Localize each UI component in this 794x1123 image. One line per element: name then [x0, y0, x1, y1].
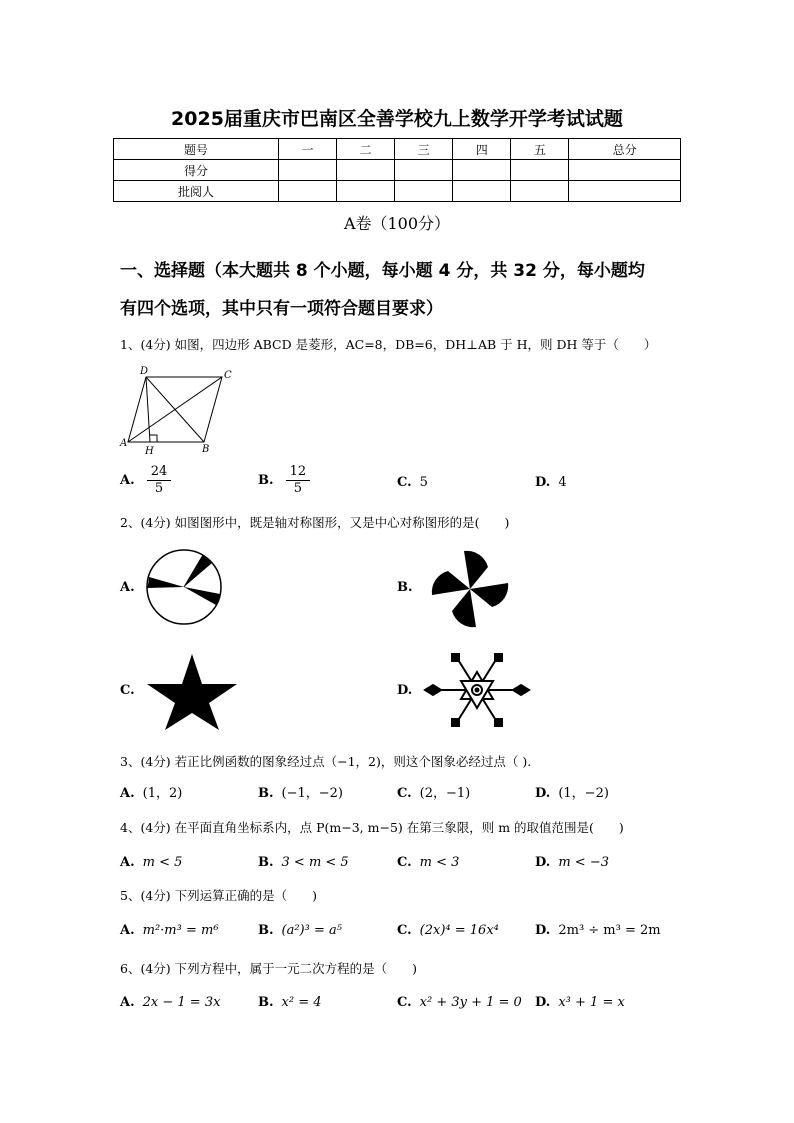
- option-text: 3 < m < 5: [281, 855, 349, 870]
- table-cell: 三: [395, 139, 453, 160]
- option-text: x² + 3y + 1 = 0: [419, 995, 522, 1010]
- option-label: B.: [258, 855, 274, 870]
- option-text: 2x − 1 = 3x: [142, 995, 221, 1010]
- option-label: D.: [535, 855, 551, 870]
- q2-option-b[interactable]: [397, 580, 421, 595]
- option-text: 4: [558, 475, 567, 490]
- option-label: C.: [397, 855, 412, 870]
- option-text: x³ + 1 = x: [558, 995, 625, 1010]
- q3-option-b[interactable]: [258, 782, 343, 801]
- table-cell: 批阅人: [114, 181, 279, 202]
- q6-option-b[interactable]: [258, 995, 322, 1010]
- question-2-text: 2、(4分) 如图图形中，既是轴对称图形，又是中心对称图形的是( ): [120, 515, 510, 530]
- q5-option-d[interactable]: [535, 923, 661, 938]
- option-text: x² = 4: [281, 995, 322, 1010]
- q5-option-c[interactable]: [397, 923, 499, 938]
- option-label: A.: [120, 995, 135, 1010]
- label-c: C: [224, 370, 232, 381]
- q5-option-a[interactable]: [120, 923, 219, 938]
- option-text: 2m³ ÷ m³ = 2m: [558, 923, 661, 938]
- table-cell: 四: [453, 139, 511, 160]
- q1-option-a[interactable]: [120, 464, 171, 497]
- q3-option-c[interactable]: [397, 782, 470, 801]
- question-5-text: 5、(4分) 下列运算正确的是（ ): [120, 888, 318, 903]
- label-d: D: [140, 366, 149, 377]
- table-cell: 五: [511, 139, 569, 160]
- option-label: B.: [397, 580, 413, 595]
- table-cell: [453, 181, 511, 202]
- option-label: A.: [120, 786, 135, 801]
- circle-sectors-figure: [143, 548, 227, 628]
- option-label: B.: [258, 473, 274, 488]
- label-b: B: [202, 444, 210, 455]
- numerator: 24: [147, 464, 172, 481]
- q2-option-d[interactable]: [397, 683, 420, 698]
- table-cell: [337, 160, 395, 181]
- grader-row: [114, 181, 681, 202]
- option-text: (2x)⁴ = 16x⁴: [419, 923, 499, 938]
- table-cell: 总分: [569, 139, 681, 160]
- q6-option-a[interactable]: [120, 995, 220, 1010]
- option-label: D.: [397, 683, 413, 698]
- table-cell: 二: [337, 139, 395, 160]
- table-cell: 得分: [114, 160, 279, 181]
- table-cell: [337, 181, 395, 202]
- option-label: A.: [120, 923, 135, 938]
- option-label: D.: [535, 995, 551, 1010]
- option-text: m < −3: [558, 855, 609, 870]
- option-label: D.: [535, 475, 551, 490]
- part1-heading-line2: 有四个选项，其中只有一项符合题目要求）: [120, 299, 443, 319]
- option-text: m < 3: [419, 855, 460, 870]
- q1-option-c[interactable]: [397, 475, 428, 490]
- q4-option-a[interactable]: [120, 855, 182, 870]
- option-label: C.: [120, 683, 135, 698]
- q6-option-c[interactable]: [397, 995, 522, 1010]
- option-text: m²·m³ = m⁶: [142, 923, 219, 938]
- option-label: C.: [397, 475, 412, 490]
- q4-option-b[interactable]: [258, 855, 349, 870]
- exam-title: 2025届重庆市巴南区全善学校九上数学开学考试试题: [171, 108, 623, 130]
- q4-option-c[interactable]: [397, 855, 459, 870]
- question-4-text: 4、(4分) 在平面直角坐标系内，点 P(m−3, m−5) 在第三象限，则 m 的取值范围是( ): [120, 820, 624, 835]
- option-label: A.: [120, 580, 135, 595]
- option-label: A.: [120, 473, 135, 488]
- q2-option-a[interactable]: [120, 580, 143, 595]
- snowflake-figure: [424, 652, 530, 732]
- option-text: (1，2): [142, 786, 183, 801]
- label-a: A: [120, 438, 128, 449]
- score-table-header-row: [114, 139, 681, 160]
- option-label: C.: [397, 786, 412, 801]
- option-label: B.: [258, 923, 274, 938]
- denominator: 5: [293, 481, 303, 496]
- option-text: (a²)³ = a⁵: [281, 923, 342, 938]
- q3-option-d[interactable]: [535, 782, 609, 801]
- q1-option-b[interactable]: [258, 464, 310, 497]
- option-text: 5: [419, 475, 428, 490]
- option-label: B.: [258, 786, 274, 801]
- option-label: D.: [535, 786, 551, 801]
- star-figure: [145, 652, 239, 732]
- pinwheel-figure: [420, 546, 520, 632]
- table-cell: [511, 160, 569, 181]
- question-3-text: 3、(4分) 若正比例函数的图象经过点（−1，2)，则这个图象必经过点（ ).: [120, 754, 532, 769]
- fraction: [147, 464, 172, 497]
- table-cell: [395, 160, 453, 181]
- table-cell: [569, 160, 681, 181]
- table-cell: [511, 181, 569, 202]
- q5-option-b[interactable]: [258, 923, 342, 938]
- table-cell: [395, 181, 453, 202]
- option-label: B.: [258, 995, 274, 1010]
- score-row: [114, 160, 681, 181]
- q2-option-c[interactable]: [120, 683, 143, 698]
- question-6-text: 6、(4分) 下列方程中，属于一元二次方程的是（ ): [120, 961, 418, 976]
- table-cell: [279, 160, 337, 181]
- section-title: A卷（100分）: [343, 214, 451, 233]
- q6-option-d[interactable]: [535, 995, 625, 1010]
- option-label: A.: [120, 855, 135, 870]
- q1-option-d[interactable]: [535, 475, 567, 490]
- option-label: D.: [535, 923, 551, 938]
- q4-option-d[interactable]: [535, 855, 609, 870]
- table-cell: [279, 181, 337, 202]
- table-cell: [569, 181, 681, 202]
- option-text: (−1，−2): [281, 786, 343, 801]
- fraction: [286, 464, 311, 497]
- part1-heading-line1: 一、选择题（本大题共 8 个小题，每小题 4 分，共 32 分，每小题均: [120, 261, 645, 281]
- table-cell: [453, 160, 511, 181]
- numerator: 12: [286, 464, 311, 481]
- table-cell: 一: [279, 139, 337, 160]
- label-h: H: [145, 446, 154, 457]
- option-text: (2，−1): [419, 786, 471, 801]
- q3-option-a[interactable]: [120, 782, 182, 801]
- question-1-text: 1、(4分) 如图，四边形 ABCD 是菱形，AC=8，DB=6，DH⊥AB 于 H，则 DH 等于（ ）: [120, 337, 657, 352]
- option-text: (1，−2): [558, 786, 609, 801]
- rhombus-figure: [118, 364, 238, 456]
- table-cell: 题号: [114, 139, 279, 160]
- option-text: m < 5: [142, 855, 183, 870]
- option-label: C.: [397, 923, 412, 938]
- denominator: 5: [154, 481, 164, 496]
- option-label: C.: [397, 995, 412, 1010]
- score-table: [113, 138, 681, 202]
